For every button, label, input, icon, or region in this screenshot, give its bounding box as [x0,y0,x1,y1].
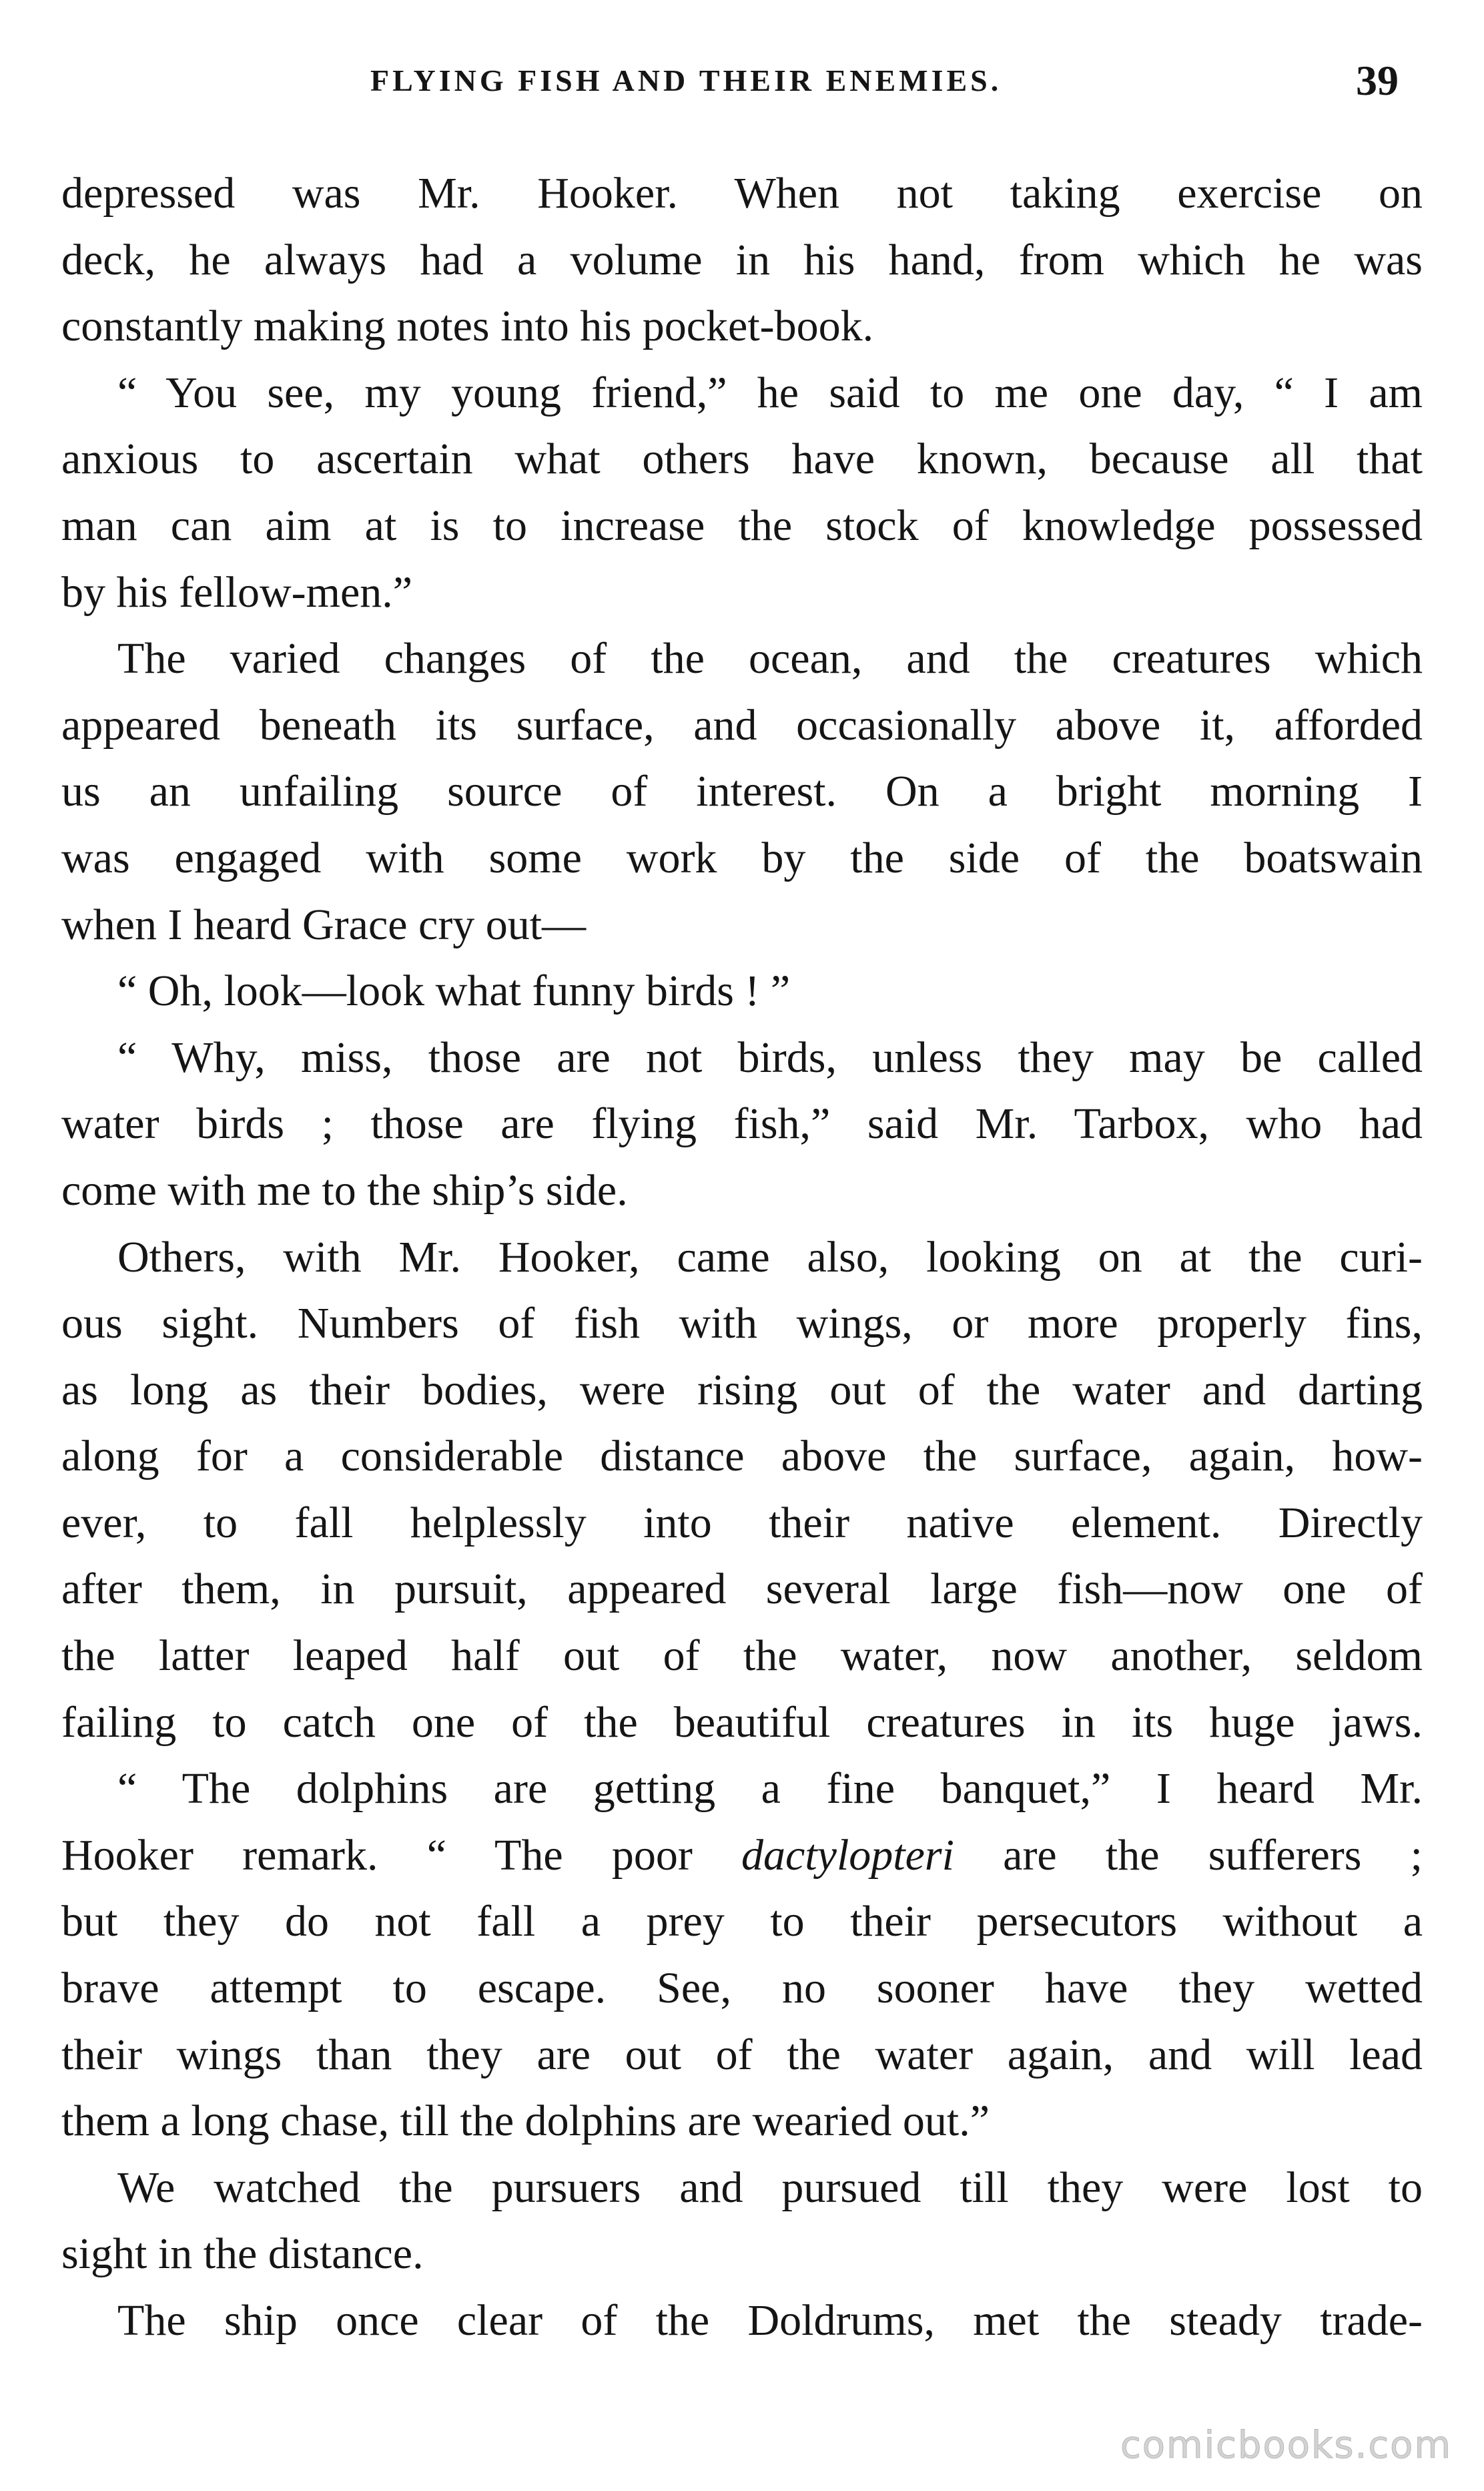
text-line: “ The dolphins are getting a fine banquet,” I heard Mr. [117,1764,1423,1814]
text-run: Hooker remark. “ The poor [61,1830,742,1880]
text-line: was engaged with some work by the side of the boatswain [61,833,1423,882]
text-line: ous sight. Numbers of fish with wings, or more properly fins, [61,1299,1423,1348]
text-line: us an unfailing source of interest. On a bright morning I [61,767,1423,816]
text-line: them a long chase, till the dolphins are wearied out.” [61,2097,990,2146]
page-number: 39 [1356,57,1399,104]
text-line: appeared beneath its surface, and occasionally above it, afforded [61,700,1423,750]
text-line: along for a considerable distance above the surface, again, how- [61,1432,1423,1481]
text-line: brave attempt to escape. See, no sooner have they wetted [61,1964,1423,2013]
text-line: “ You see, my young friend,” he said to me one day, “ I am [117,368,1423,417]
text-line: The varied changes of the ocean, and the creatures which [117,634,1423,683]
text-line: anxious to ascertain what others have known, because all that [61,435,1423,484]
body-text [61,160,1423,2349]
text-line: come with me to the ship’s side. [61,1165,628,1215]
text-line: the latter leaped half out of the water, now another, seldom [61,1631,1423,1681]
text-line: We watched the pursuers and pursued till they were lost to [117,2163,1423,2212]
text-line: constantly making notes into his pocket-book. [61,302,874,351]
text-line: Others, with Mr. Hooker, came also, looking on at the curi- [117,1232,1423,1282]
text-line: man can aim at is to increase the stock of knowledge possessed [61,501,1423,550]
text-line: by his fellow-men.” [61,567,413,617]
text-line: as long as their bodies, were rising out of the water and darting [61,1365,1423,1414]
text-line [61,1822,1423,1889]
text-line: when I heard Grace cry out— [61,900,587,949]
text-line: “ Oh, look—look what funny birds ! ” [117,966,791,1016]
text-line: failing to catch one of the beautiful creatures in its huge jaws. [61,1697,1423,1747]
chapter-title: FLYING FISH AND THEIR ENEMIES. [370,63,1002,97]
text-line: ever, to fall helplessly into their native element. Directly [61,1498,1423,1547]
text-line: “ Why, miss, those are not birds, unless they may be called [117,1033,1423,1082]
text-run: are the sufferers ; [954,1830,1423,1880]
watermark: comicbooks.com [1120,2424,1452,2467]
text-line: depressed was Mr. Hooker. When not taking exercise on [61,169,1423,218]
text-line: after them, in pursuit, appeared several large fish—now one of [61,1565,1423,1614]
text-line: sight in the distance. [61,2229,424,2279]
running-head [0,57,1484,116]
italic-term: dactylopteri [741,1830,954,1880]
text-line: but they do not fall a prey to their persecutors without a [61,1897,1423,1946]
text-line: their wings than they are out of the water again, and will lead [61,2030,1423,2079]
text-line: deck, he always had a volume in his hand, from which he was [61,235,1423,284]
text-line: water birds ; those are flying fish,” said Mr. Tarbox, who had [61,1099,1423,1149]
text-line: The ship once clear of the Doldrums, met the steady trade- [117,2296,1423,2345]
